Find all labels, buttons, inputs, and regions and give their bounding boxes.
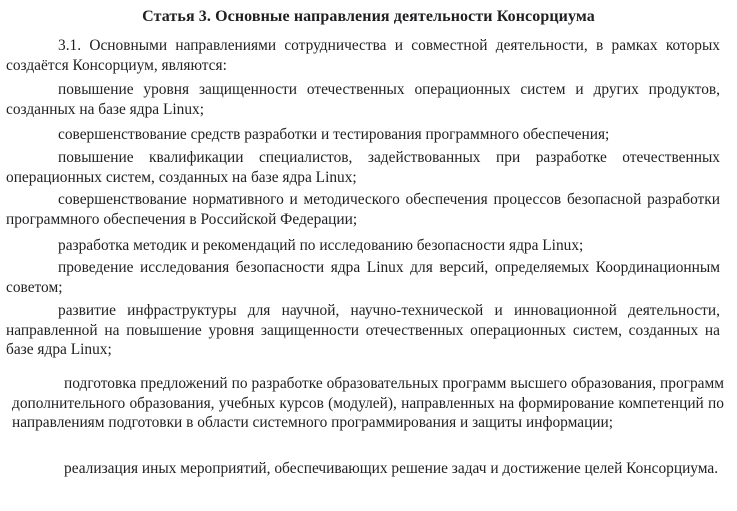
article-paragraph: развитие инфраструктуры для научной, научно-технической и инновационной деятельности, направленной на повышение уровня защищенности отечественных операционных систем, созданных на базе ядра Linux;: [6, 302, 720, 359]
article-paragraph: реализация иных мероприятий, обеспечивающих решение задач и достижение целей Консорциума.: [64, 460, 719, 477]
article-paragraph: повышение квалификации специалистов, задействованных при разработке отечественных операционных систем, созданных на базе ядра Linux;: [6, 149, 720, 186]
article-paragraph: совершенствование средств разработки и тестирования программного обеспечения;: [58, 126, 610, 143]
article-paragraph: 3.1. Основными направлениями сотрудничества и совместной деятельности, в рамках которых создаётся Консорциум, являются:: [6, 37, 720, 74]
article-paragraph: повышение уровня защищенности отечественных операционных систем и других продуктов, созданных на базе ядра Linux;: [6, 81, 720, 118]
article-paragraph: разработка методик и рекомендаций по исследованию безопасности ядра Linux;: [58, 237, 584, 254]
article-heading: Статья 3. Основные направления деятельности Консорциума: [142, 8, 595, 25]
article-paragraph: подготовка предложений по разработке образовательных программ высшего образования, программ дополнительного образования, учебных курсов (модулей), направленных на формирование компетенций по направлениям подготовки в области системного программирования и защиты информации;: [12, 375, 724, 432]
article-paragraph: совершенствование нормативного и методического обеспечения процессов безопасной разработки программного обеспечения в Российской Федерации;: [6, 191, 720, 228]
article-paragraph: проведение исследования безопасности ядра Linux для версий, определяемых Координационным советом;: [6, 259, 720, 296]
